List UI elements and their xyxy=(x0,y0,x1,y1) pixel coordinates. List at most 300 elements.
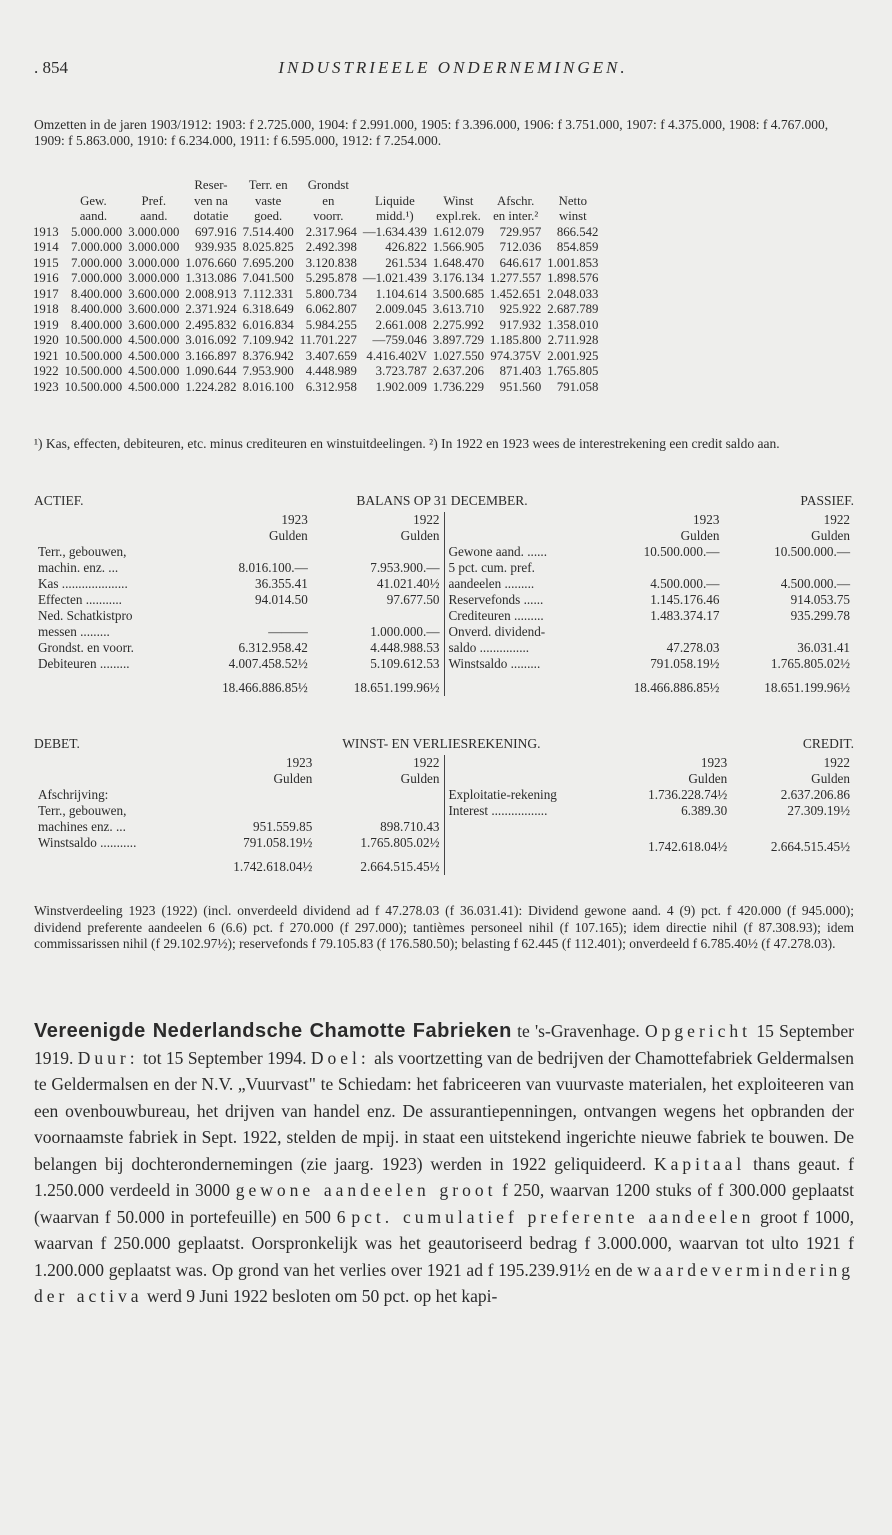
company-text-1: te 's-Gravenhage. xyxy=(511,1021,646,1041)
ledger-label: Effecten ........... xyxy=(38,592,122,607)
year-cell: 1920 xyxy=(33,333,59,347)
value-cell: 3.016.092 xyxy=(185,333,237,347)
value-cell: 7.000.000 xyxy=(71,240,123,254)
year-cell: 1916 xyxy=(33,271,59,285)
value-cell: 7.695.200 xyxy=(242,255,294,270)
ledger-label: Reservefonds ...... xyxy=(448,592,544,607)
value-cell: 1.902.009 xyxy=(375,379,427,394)
value-1922: 898.710.43 xyxy=(380,819,440,834)
total-label xyxy=(34,851,189,875)
value-1922 xyxy=(316,803,443,819)
value-cell: 697.916 xyxy=(194,224,237,239)
value-cell: 3.000.000 xyxy=(128,240,180,254)
balance-right-label: PASSIEF. xyxy=(800,493,854,508)
value-1922 xyxy=(312,544,444,560)
ledger-label: Grondst. en voorr. xyxy=(38,640,134,655)
history-header-cell: dotatie xyxy=(193,209,229,223)
value-cell: 3.600.000 xyxy=(128,286,180,301)
profit-distribution: Winstverdeeling 1923 (1922) (incl. onverdeeld dividend ad f 47.278.03 (f 36.031.41): Dividend gewone aand. 4 (9) pct. f 420.000 (f 945.000); dividend preferente aandeelen 6 (6.6) pct. f 270.000 (f 297.000); tantièmes personeel nihil (f 107.165); idem directie nihil (f 87.308.93); idem commissarissen nihil (f 29.102.97½); reservefonds f 79.105.83 (f 176.580.50); belasting f 62.445 (f 112.401); onverdeeld f 6.785.40½ (f 47.278.03). xyxy=(34,903,854,951)
value-1922: 1.765.805.02½ xyxy=(770,656,850,671)
ledger-label: Terr., gebouwen, xyxy=(38,803,127,818)
value-1922: 27.309.19½ xyxy=(787,803,850,818)
value-cell: 3.120.838 xyxy=(305,255,357,270)
total-1923: 1.742.618.04½ xyxy=(233,859,313,874)
value-cell: 1.224.282 xyxy=(185,379,237,394)
ledger-row xyxy=(34,560,444,576)
ledger-row xyxy=(34,803,444,819)
history-header-cell: Winst xyxy=(443,193,474,208)
value-cell: 10.500.000 xyxy=(64,379,123,394)
history-header-cell: Pref. xyxy=(141,193,167,208)
ledger-row xyxy=(445,544,855,560)
year-1923-header: 1923 xyxy=(700,755,728,770)
value-1923: 8.016.100.— xyxy=(238,560,308,575)
ledger-year-header xyxy=(34,512,444,528)
value-cell: —1.021.439 xyxy=(362,271,427,285)
value-cell: 7.041.500 xyxy=(242,271,294,285)
gewone-aandeelen-label: gewone aandeelen groot xyxy=(235,1180,497,1200)
balance-sheet xyxy=(34,492,854,696)
doel-label: Doel: xyxy=(310,1047,370,1068)
value-1923: 36.355.41 xyxy=(255,576,308,591)
ledger-row xyxy=(445,576,855,592)
history-header-cell: en xyxy=(322,193,335,208)
ledger-label-header xyxy=(34,512,180,528)
history-header-cell: winst xyxy=(558,209,587,223)
value-1923: 951.559.85 xyxy=(253,819,313,834)
value-cell: 2.001.925 xyxy=(547,348,599,363)
company-text-4: als voortzetting van de bedrijven der Chamottefabriek Geldermalsen te Geldermalsen en der N.V. „Vuurvast" te Schiedam: het fabriceeren van vuurvaste materialen, het exploiteeren van een ovenbouwbureau, het drijven van handel enz. De assurantiepenningen, ontvangen wegens het opbranden der voornaamste fabriek in Sept. 1922, stelden de mpij. in staat een uitstekend ingerichte nieuwe fabriek te bouwen. De belangen bij dochterondernemingen (zie jaarg. 1923) werden in 1922 geliquideerd. xyxy=(34,1047,855,1174)
opgericht-label: Opgericht xyxy=(645,1021,752,1041)
history-table xyxy=(30,178,601,395)
value-cell: 2.371.924 xyxy=(185,302,237,316)
value-cell: 8.376.942 xyxy=(242,348,294,363)
history-header-cell: expl.rek. xyxy=(436,209,481,223)
value-1922 xyxy=(316,787,443,803)
company-text-6: f 250, waarvan 1200 stuks of f 300.000 geplaatst (waarvan f 50.000 in portefeuille) en 500 6 xyxy=(34,1180,855,1227)
total-1923: 18.466.886.85½ xyxy=(222,680,308,695)
ledger-label-header xyxy=(34,771,189,787)
value-cell: 925.922 xyxy=(499,302,542,316)
value-cell: 3.723.787 xyxy=(375,364,427,378)
value-cell: 2.492.398 xyxy=(305,240,357,254)
history-header-cell: aand. xyxy=(140,209,168,223)
history-header-cell: voorr. xyxy=(313,209,344,223)
profit-loss-account xyxy=(34,735,854,875)
value-1922: 7.953.900.— xyxy=(370,560,440,575)
value-cell: 1.648.470 xyxy=(432,255,485,270)
ledger-total-row xyxy=(34,851,444,875)
total-1923: 1.742.618.04½ xyxy=(648,839,728,854)
ledger-row xyxy=(34,608,444,624)
value-cell: 5.984.255 xyxy=(305,317,357,332)
year-cell: 1915 xyxy=(33,255,59,270)
value-1922: 5.109.612.53 xyxy=(370,656,440,671)
value-cell: 1.090.644 xyxy=(185,364,237,378)
ledger-label: Gewone aand. ...... xyxy=(448,544,548,559)
year-cell: 1913 xyxy=(33,224,59,239)
value-cell: 3.613.710 xyxy=(432,302,485,316)
history-header-cell: ven na xyxy=(194,193,228,208)
ledger-label: machines enz. ... xyxy=(38,819,126,834)
credit-side xyxy=(445,755,855,875)
value-cell: 712.036 xyxy=(499,240,542,254)
value-cell: 1.452.651 xyxy=(490,286,542,301)
ledger-row xyxy=(445,608,855,624)
value-cell: 426.822 xyxy=(385,240,427,254)
balance-ledger xyxy=(34,512,854,696)
value-1922: 4.500.000.— xyxy=(780,576,850,591)
ledger-row xyxy=(34,819,444,835)
value-1923: 791.058.19½ xyxy=(243,835,313,850)
value-cell: 3.407.659 xyxy=(305,348,357,363)
total-1922: 18.651.199.96½ xyxy=(353,680,440,695)
history-header-cell: Terr. en xyxy=(248,178,288,192)
unit-1922-header: Gulden xyxy=(400,771,440,786)
company-name: Vereenigde Nederlandsche Chamotte Fabrieken xyxy=(34,1020,512,1042)
year-1922-header: 1922 xyxy=(413,512,440,527)
value-cell: 1.104.614 xyxy=(375,286,427,301)
ledger-label: Ned. Schatkistpro xyxy=(38,608,133,623)
unit-1922-header: Gulden xyxy=(400,528,440,543)
year-1923-header: 1923 xyxy=(285,755,313,770)
unit-1923-header: Gulden xyxy=(268,528,308,543)
value-cell: —1.634.439 xyxy=(362,224,427,239)
value-cell: 8.016.100 xyxy=(242,379,294,394)
year-1923-header: 1923 xyxy=(281,512,308,527)
value-cell: 1.277.557 xyxy=(490,271,542,285)
value-cell: 866.542 xyxy=(556,224,599,239)
total-1923: 18.466.886.85½ xyxy=(633,680,720,695)
value-cell: 871.403 xyxy=(499,364,542,378)
value-cell: 3.500.685 xyxy=(432,286,485,301)
value-1923: 47.278.03 xyxy=(666,640,720,655)
value-1922: 1.765.805.02½ xyxy=(360,835,440,850)
value-cell: 3.000.000 xyxy=(128,224,180,239)
value-cell: 7.514.400 xyxy=(242,224,294,239)
pl-title: WINST- EN VERLIESREKENING. xyxy=(342,736,541,751)
value-cell: 729.957 xyxy=(499,224,542,239)
history-header-cell: Afschr. xyxy=(496,193,535,208)
ledger-row xyxy=(34,576,444,592)
ledger-label-header xyxy=(34,755,189,771)
turnover-paragraph: Omzetten in de jaren 1903/1912: 1903: f 2.725.000, 1904: f 2.991.000, 1905: f 3.396.000, 1906: f 3.751.000, 1907: f 4.375.000, 1908: f 4.767.000, 1909: f 5.863.000, 1910: f 6.234.000, 1911: f 6.595.000, 1912: f 7.254.000. xyxy=(34,117,829,148)
history-header-cell: Reser- xyxy=(194,178,228,192)
history-header-cell: Liquide xyxy=(374,193,415,208)
total-1922: 2.664.515.45½ xyxy=(770,839,850,854)
ledger-row xyxy=(445,592,855,608)
unit-1923-header: Gulden xyxy=(680,528,720,543)
total-1922: 2.664.515.45½ xyxy=(360,859,440,874)
value-cell: 5.800.734 xyxy=(305,286,357,301)
ledger-label-header xyxy=(445,755,609,771)
ledger-label: saldo ............... xyxy=(448,640,530,655)
page-number: . 854 xyxy=(34,58,68,77)
ledger-label: Terr., gebouwen, xyxy=(38,544,127,559)
unit-1923-header: Gulden xyxy=(688,771,728,786)
kapitaal-label: Kapitaal xyxy=(653,1153,746,1174)
value-cell: 10.500.000 xyxy=(64,348,123,363)
value-cell: 5.295.878 xyxy=(305,271,357,285)
value-cell: 1.185.800 xyxy=(490,333,542,347)
value-cell: 5.000.000 xyxy=(71,224,123,239)
ledger-row xyxy=(445,656,855,672)
ledger-year-header xyxy=(445,755,855,771)
value-1922 xyxy=(312,608,444,624)
total-label xyxy=(445,672,593,696)
history-header-cell: en inter.² xyxy=(493,209,539,223)
ledger-unit-header xyxy=(34,771,444,787)
history-header-cell: vaste xyxy=(255,193,282,208)
value-cell: 917.932 xyxy=(499,317,542,332)
year-cell: 1917 xyxy=(33,286,59,301)
value-1923 xyxy=(189,787,316,803)
ledger-total-row xyxy=(34,672,444,696)
value-cell: 1.027.550 xyxy=(432,348,485,363)
ledger-row xyxy=(34,624,444,640)
table-row xyxy=(30,349,601,365)
value-cell: 1.765.805 xyxy=(547,364,599,378)
year-cell: 1922 xyxy=(33,364,59,378)
value-cell: 1.898.576 xyxy=(547,271,599,285)
pl-title-row xyxy=(34,735,854,753)
value-cell: —759.046 xyxy=(372,333,427,347)
pl-left-label: DEBET. xyxy=(34,736,80,751)
history-header-cell xyxy=(30,178,62,194)
history-header-cell xyxy=(125,178,182,194)
value-1923: 6.312.958.42 xyxy=(238,640,308,655)
ledger-row xyxy=(445,640,855,656)
value-cell: 10.500.000 xyxy=(64,364,123,378)
value-cell: 2.275.992 xyxy=(432,317,485,332)
value-1922: 10.500.000.— xyxy=(774,544,850,559)
history-header-cell: goed. xyxy=(254,209,283,223)
history-header-cell: Netto xyxy=(558,193,588,208)
value-1922: 41.021.40½ xyxy=(376,576,440,591)
year-1922-header: 1922 xyxy=(413,755,440,770)
history-header-cell xyxy=(62,178,126,194)
history-header-cell xyxy=(544,178,601,194)
value-cell: 2.009.045 xyxy=(375,302,427,316)
value-1923: 6.389.30 xyxy=(681,803,728,818)
duur-label: Duur: xyxy=(77,1047,139,1068)
value-cell: 1.736.229 xyxy=(432,379,485,394)
ledger-label-header xyxy=(34,528,180,544)
value-1923: ——— xyxy=(268,624,308,639)
value-cell: 2.687.789 xyxy=(547,302,599,316)
value-1922: 97.677.50 xyxy=(386,592,440,607)
value-1923 xyxy=(180,544,312,560)
year-1922-header: 1922 xyxy=(823,755,850,770)
ledger-label: messen ......... xyxy=(38,624,110,639)
value-cell: 7.000.000 xyxy=(71,255,123,270)
ledger-row xyxy=(445,560,855,576)
ledger-label: Crediteuren ......... xyxy=(448,608,544,623)
table-row xyxy=(30,333,601,349)
table-row xyxy=(30,318,601,334)
value-cell: 7.953.900 xyxy=(242,364,294,378)
value-1923 xyxy=(189,803,316,819)
pl-ledger xyxy=(34,755,854,875)
value-cell: 951.560 xyxy=(499,379,542,394)
pl-right-label: CREDIT. xyxy=(802,736,854,751)
table-row xyxy=(30,380,601,396)
value-cell: 6.016.834 xyxy=(242,317,294,332)
history-header-cell xyxy=(30,209,62,225)
total-1922: 18.651.199.96½ xyxy=(764,680,850,695)
footnote: ¹) Kas, effecten, debiteuren, etc. minus crediteuren en winstuitdeelingen. ²) In 1922 en 1923 wees de interestrekening een credit saldo aan. xyxy=(34,436,780,451)
waardevermindering-label: waardevermindering der activa xyxy=(34,1259,854,1306)
ledger-label: Exploitatie-rekening xyxy=(448,787,557,802)
ledger-label: Winstsaldo ........... xyxy=(38,835,137,850)
total-label xyxy=(34,672,180,696)
value-1923: 4.500.000.— xyxy=(650,576,720,591)
value-cell: 8.025.825 xyxy=(242,240,294,254)
value-cell: 7.112.331 xyxy=(243,286,294,301)
history-header-cell: aand. xyxy=(79,209,108,223)
table-row xyxy=(30,240,601,256)
history-header-row-mid xyxy=(30,194,601,210)
value-1923: 1.736.228.74½ xyxy=(648,787,728,802)
ledger-label-header xyxy=(445,512,593,528)
value-1923: 1.483.374.17 xyxy=(650,608,720,623)
value-1923: 4.007.458.52½ xyxy=(228,656,308,671)
unit-1922-header: Gulden xyxy=(811,771,850,786)
ledger-label: Winstsaldo ......... xyxy=(448,656,541,671)
year-1922-header: 1922 xyxy=(823,512,850,527)
value-1922: 36.031.41 xyxy=(797,640,850,655)
value-cell: 1.001.853 xyxy=(547,255,599,270)
year-cell: 1923 xyxy=(33,379,59,394)
value-cell: 4.500.000 xyxy=(128,333,180,347)
company-text-3: tot 15 September 1994. xyxy=(138,1047,311,1068)
value-cell: 3.600.000 xyxy=(128,302,180,316)
ledger-total-row xyxy=(445,831,855,855)
ledger-row xyxy=(445,787,855,803)
value-cell: 2.495.832 xyxy=(185,317,237,332)
value-cell: 261.534 xyxy=(385,255,427,270)
table-row xyxy=(30,225,601,241)
company-text-7: groot f 1000, waarvan f 250.000 geplaatst. Oorspronkelijk was het geautoriseerd bedrag f 3.000.000, waarvan tot ulto 1921 f 1.200.000 geplaatst was. Op grond van het verlies over 1921 ad f 195.239.91½ en de xyxy=(34,1206,854,1280)
value-cell: 8.400.000 xyxy=(71,317,123,332)
ledger-label-header xyxy=(445,528,593,544)
table-row xyxy=(30,287,601,303)
history-header-row-bottom xyxy=(30,209,601,225)
value-cell: 4.500.000 xyxy=(128,379,180,394)
year-1923-header: 1923 xyxy=(693,512,720,527)
history-header-cell xyxy=(360,178,430,194)
value-cell: 2.637.206 xyxy=(432,364,485,378)
unit-1922-header: Gulden xyxy=(811,528,850,543)
table-row xyxy=(30,256,601,272)
company-entry xyxy=(34,1018,854,1310)
ledger-row xyxy=(34,835,444,851)
table-row xyxy=(30,271,601,287)
value-cell: 1.358.010 xyxy=(547,317,599,332)
year-cell: 1918 xyxy=(33,302,59,316)
value-cell: 1.076.660 xyxy=(185,255,237,270)
page-header xyxy=(34,58,872,84)
value-1923: 10.500.000.— xyxy=(643,544,720,559)
year-cell: 1921 xyxy=(33,348,59,363)
ledger-unit-header xyxy=(445,528,855,544)
table-row xyxy=(30,302,601,318)
ledger-label: Interest ................. xyxy=(448,803,548,818)
value-cell: 1.612.079 xyxy=(432,224,485,239)
total-label xyxy=(445,831,609,855)
value-1922: 1.000.000.— xyxy=(370,624,440,639)
value-cell: 3.000.000 xyxy=(128,271,180,285)
value-cell: 939.935 xyxy=(194,240,237,254)
ledger-row xyxy=(445,624,855,640)
running-title: INDUSTRIEELE ONDERNEMINGEN. xyxy=(278,58,628,77)
ledger-label: 5 pct. cum. pref. xyxy=(448,560,535,575)
value-cell: 2.317.964 xyxy=(305,224,357,239)
value-1923 xyxy=(593,624,724,640)
ledger-label: aandeelen ......... xyxy=(448,576,535,591)
history-body xyxy=(30,225,601,396)
assets-side xyxy=(34,512,445,696)
value-cell: 4.448.989 xyxy=(305,364,357,378)
value-cell: 2.711.928 xyxy=(547,333,599,347)
value-cell: 4.500.000 xyxy=(128,364,180,378)
ledger-row xyxy=(34,592,444,608)
history-header-row-top xyxy=(30,178,601,194)
ledger-row xyxy=(445,803,855,819)
value-1922: 914.053.75 xyxy=(790,592,850,607)
value-cell: 2.661.008 xyxy=(375,317,427,332)
ledger-label: Afschrijving: xyxy=(38,787,109,802)
preferente-label: pct. cumulatief preferente aandeelen xyxy=(351,1206,755,1227)
ledger-row xyxy=(34,544,444,560)
value-1923 xyxy=(180,608,312,624)
history-header-cell: Gew. xyxy=(80,193,107,208)
value-cell: 7.109.942 xyxy=(242,333,294,347)
value-1923: 94.014.50 xyxy=(255,592,308,607)
value-1922: 4.448.988.53 xyxy=(370,640,440,655)
value-cell: 8.400.000 xyxy=(71,286,123,301)
value-cell: 8.400.000 xyxy=(71,302,123,316)
value-cell: 1.313.086 xyxy=(185,271,237,285)
value-cell: 6.312.958 xyxy=(305,379,357,394)
value-1922: 2.637.206.86 xyxy=(780,787,850,802)
ledger-row xyxy=(34,656,444,672)
year-cell: 1919 xyxy=(33,317,59,332)
value-cell: 6.062.807 xyxy=(305,302,357,316)
ledger-label: Kas .................... xyxy=(38,576,128,591)
value-1923: 1.145.176.46 xyxy=(650,592,720,607)
value-cell: 3.166.897 xyxy=(185,348,237,363)
ledger-row xyxy=(34,640,444,656)
ledger-label: Onverd. dividend- xyxy=(448,624,546,639)
year-cell: 1914 xyxy=(33,240,59,254)
value-1923: 791.058.19½ xyxy=(650,656,720,671)
liabilities-side xyxy=(445,512,855,696)
unit-1923-header: Gulden xyxy=(273,771,313,786)
history-header-cell xyxy=(430,178,487,194)
value-cell: 3.897.729 xyxy=(432,333,485,347)
value-cell: 4.416.402V xyxy=(366,348,427,363)
value-cell: 3.600.000 xyxy=(128,317,180,332)
table-row xyxy=(30,364,601,380)
value-cell: 6.318.649 xyxy=(242,302,294,316)
value-cell: 2.048.033 xyxy=(547,286,599,301)
balance-left-label: ACTIEF. xyxy=(34,493,84,508)
ledger-unit-header xyxy=(445,771,855,787)
value-cell: 10.500.000 xyxy=(64,333,123,347)
balance-title-row xyxy=(34,492,854,510)
ledger-label-header xyxy=(445,771,609,787)
